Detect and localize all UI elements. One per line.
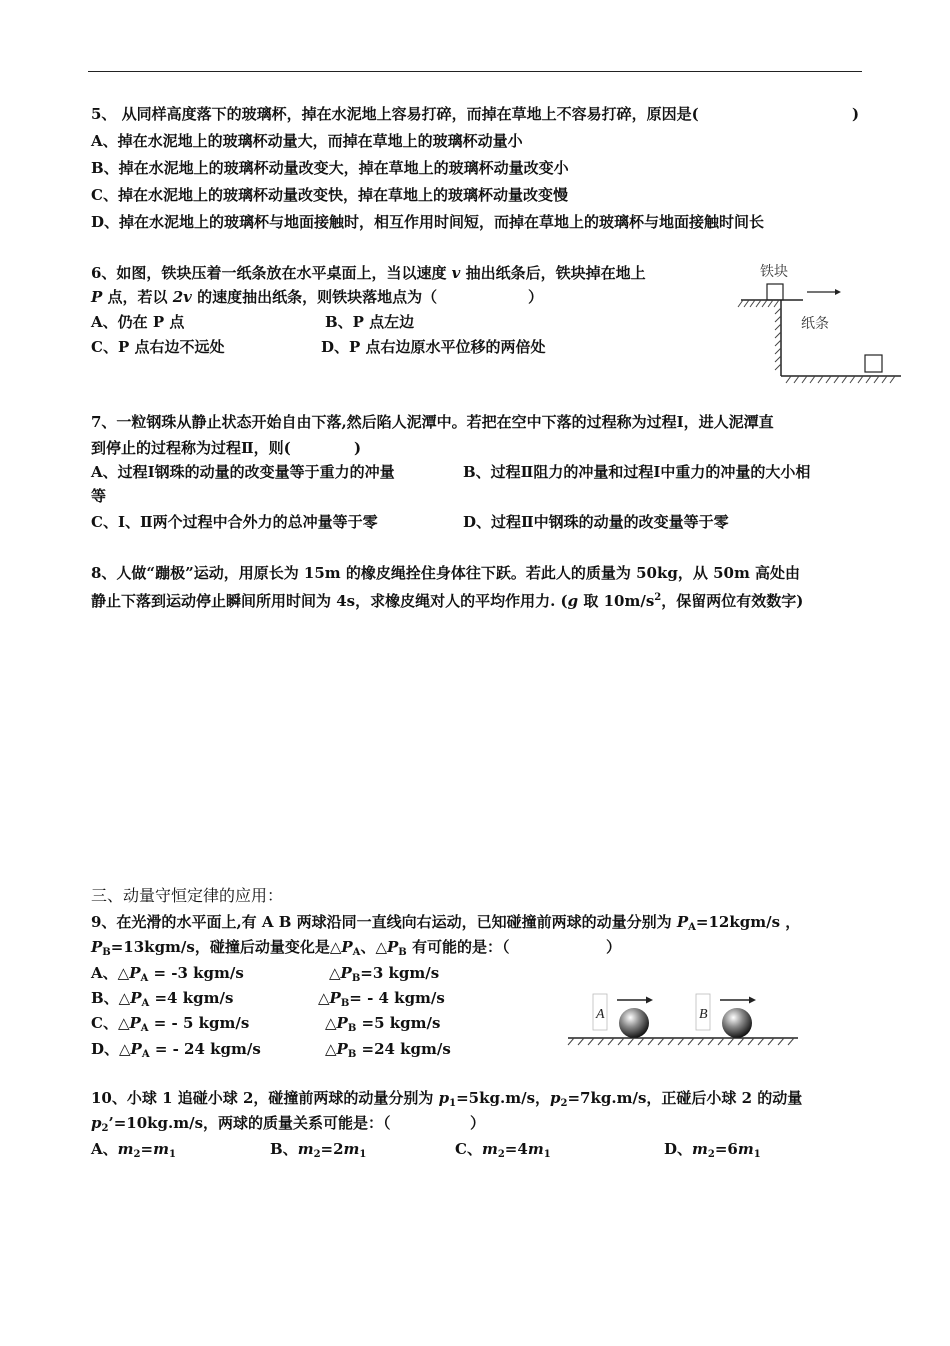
iron-block-on-table bbox=[767, 284, 783, 300]
q8-line2: 静止下落到运动停止瞬间所用时间为 4s，求橡皮绳对人的平均作用力. (g 取 $10m/s^2$，保留两位有效数字) bbox=[91, 592, 804, 610]
ball-a-arrow-head bbox=[646, 997, 653, 1004]
q6-paren-close: ） bbox=[528, 288, 544, 306]
q7-line1: 7、一粒钢珠从静止状态开始自由下落,然后陷人泥潭中。若把在空中下落的过程称为过程Ⅰ，进人泥潭直 bbox=[91, 413, 774, 431]
q10-line2: $p_2’=10kg.m/s$，两球的质量关系可能是：（ bbox=[91, 1114, 391, 1134]
q6-figure bbox=[735, 258, 905, 388]
table-top-hatch bbox=[738, 300, 779, 307]
q9-option-c-right: $\triangle P_B =5$ kgm/s bbox=[325, 1014, 441, 1034]
ball-a-label: A bbox=[596, 1007, 605, 1022]
q10-option-a: A、$m_2=m_1$ bbox=[91, 1140, 176, 1160]
q5-option-b: B、掉在水泥地上的玻璃杯动量改变大，掉在草地上的玻璃杯动量改变小 bbox=[91, 159, 569, 177]
table-edge-hatch bbox=[775, 308, 781, 370]
q6-line2: P 点，若以 2v 的速度抽出纸条，则铁块落地点为（ bbox=[91, 288, 438, 306]
q9-option-c-left: C、$\triangle P_A$ = - 5 kgm/s bbox=[91, 1014, 250, 1034]
q9-option-d-left: D、$\triangle P_A$ = - 24 kgm/s bbox=[91, 1040, 261, 1060]
pull-arrow-head bbox=[835, 289, 841, 295]
ball-b-label: B bbox=[699, 1007, 708, 1022]
q9-option-d-right: $\triangle P_B =24$ kgm/s bbox=[325, 1040, 451, 1060]
q9-option-a-left: A、$\triangle P_A = -3$ kgm/s bbox=[91, 964, 244, 984]
ground-hatch bbox=[786, 376, 895, 383]
q10-option-b: B、$m_2=2m_1$ bbox=[270, 1140, 367, 1160]
iron-block-on-ground bbox=[865, 355, 882, 372]
q7-option-c: C、Ⅰ、Ⅱ两个过程中合外力的总冲量等于零 bbox=[91, 513, 378, 531]
figure-label-paper: 纸条 bbox=[801, 316, 829, 332]
section-3-heading: 三、动量守恒定律的应用： bbox=[91, 886, 284, 905]
surface-hatch bbox=[568, 1038, 794, 1045]
q6-option-a: A、仍在 P 点 bbox=[91, 313, 185, 331]
q5-option-a: A、掉在水泥地上的玻璃杯动量大，而掉在草地上的玻璃杯动量小 bbox=[91, 132, 523, 150]
q8-line1: 8、人做“蹦极”运动，用原长为 15m 的橡皮绳拴住身体往下跃。若此人的质量为 50kg，从 50m 高处由 bbox=[91, 564, 801, 582]
q6-line1: 6、如图，铁块压着一纸条放在水平桌面上，当以速度 v 抽出纸条后，铁块掉在地上 bbox=[91, 264, 646, 282]
ball-a bbox=[619, 1008, 649, 1038]
q6-option-c: C、P 点右边不远处 bbox=[91, 338, 225, 356]
q7-option-d: D、过程Ⅱ中钢珠的动量的改变量等于零 bbox=[463, 513, 729, 531]
q9-option-a-right: $\triangle P_B=3$ kgm/s bbox=[329, 964, 440, 984]
q7-paren-close: ) bbox=[354, 439, 362, 457]
q10-paren-close: ） bbox=[470, 1114, 486, 1132]
ball-b bbox=[722, 1008, 752, 1038]
q7-option-b-cont: 等 bbox=[91, 487, 107, 505]
header-rule bbox=[88, 71, 862, 72]
q9-option-b-left: B、$\triangle P_A =4$ kgm/s bbox=[91, 989, 234, 1009]
q9-line1: 9、在光滑的水平面上,有 A B 两球沿同一直线向右运动，已知碰撞前两球的动量分别为 $P_A=12kgm/s$ ， bbox=[91, 913, 801, 933]
q6-option-b: B、P 点左边 bbox=[325, 313, 415, 331]
q7-option-b: B、过程Ⅱ阻力的冲量和过程Ⅰ中重力的冲量的大小相 bbox=[463, 463, 811, 481]
q6-option-d: D、P 点右边原水平位移的两倍处 bbox=[321, 338, 546, 356]
q9-line2: $P_B=13kgm/s$，碰撞后动量变化是$\triangle P_A$、$\triangle P_B$ 有可能的是：（ bbox=[91, 938, 510, 958]
q9-figure bbox=[562, 988, 802, 1050]
q5-option-c: C、掉在水泥地上的玻璃杯动量改变快，掉在草地上的玻璃杯动量改变慢 bbox=[91, 186, 568, 204]
q10-option-d: D、$m_2=6m_1$ bbox=[664, 1140, 761, 1160]
q7-option-a: A、过程Ⅰ钢珠的动量的改变量等于重力的冲量 bbox=[91, 463, 395, 481]
q9-option-b-right: $\triangle P_B= - 4$ kgm/s bbox=[318, 989, 445, 1009]
figure-label-iron: 铁块 bbox=[760, 264, 788, 280]
q10-option-c: C、$m_2=4m_1$ bbox=[455, 1140, 551, 1160]
q5-paren-close: ) bbox=[852, 105, 860, 123]
q5-option-d: D、掉在水泥地上的玻璃杯与地面接触时，相互作用时间短，而掉在草地上的玻璃杯与地面接触时间长 bbox=[91, 213, 765, 231]
q5-stem: 5、 从同样高度落下的玻璃杯，掉在水泥地上容易打碎，而掉在草地上不容易打碎，原因是( bbox=[91, 105, 699, 123]
q10-line1: 10、小球 1 追碰小球 2，碰撞前两球的动量分别为 $p_1=5kg.m/s$，$p_2=7kg.m/s$，正碰后小球 2 的动量 bbox=[91, 1089, 803, 1109]
ball-b-arrow-head bbox=[749, 997, 756, 1004]
q9-paren-close: ） bbox=[606, 938, 622, 956]
q7-line2: 到停止的过程称为过程Ⅱ，则( bbox=[91, 439, 291, 457]
